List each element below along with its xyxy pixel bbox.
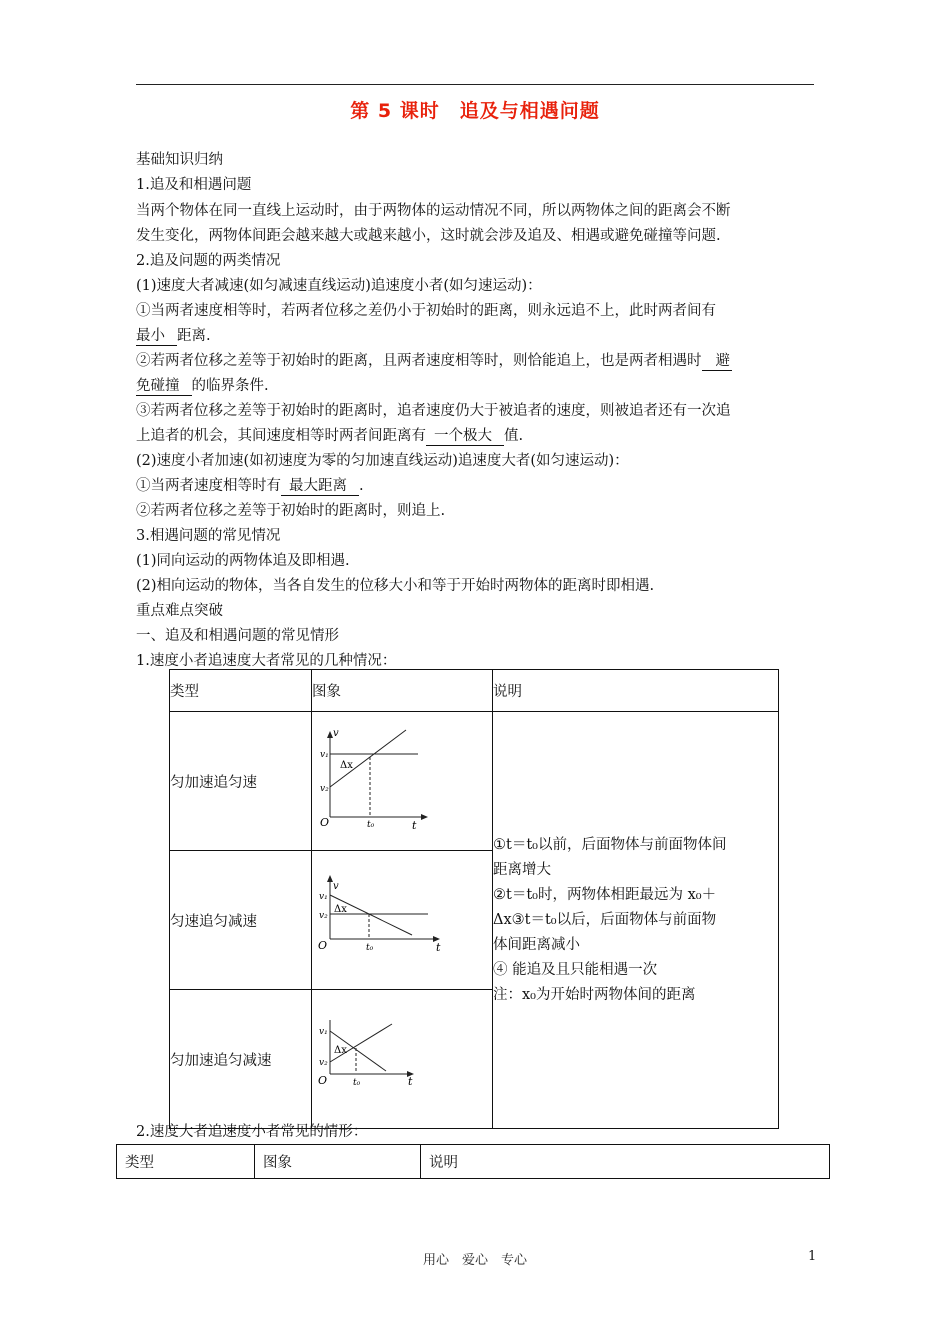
heading-basic: 基础知识归纳 — [136, 152, 223, 168]
section-1: 1.追及和相遇问题 — [136, 177, 252, 193]
line-text: 值. — [504, 428, 524, 444]
graph-cell — [312, 712, 493, 851]
t-axis-label: t — [436, 941, 441, 954]
t0-label: t₀ — [366, 943, 374, 953]
v1-label: v₁ — [319, 1027, 328, 1037]
heading-key: 重点难点突破 — [136, 603, 223, 619]
v2-label: v₂ — [319, 1058, 328, 1068]
cases-table — [169, 669, 779, 1129]
v2-label: v₂ — [320, 784, 329, 794]
meet-1: (1)同向运动的两物体追及即相遇. — [136, 553, 350, 569]
t-axis-label: t — [408, 1075, 413, 1088]
note-line: ④ 能追及且只能相遇一次 — [493, 961, 658, 978]
blank-answer: 免碰撞 — [136, 378, 192, 396]
key-1-2: 2.速度大者追速度小者常见的情形： — [136, 1124, 368, 1140]
blank-answer: 一个极大 — [426, 428, 504, 446]
note-line: ②t＝t₀时，两物体相距最远为 x₀＋ — [493, 886, 717, 903]
t-axis-arrow — [421, 814, 428, 820]
header-graph: 图象 — [255, 1145, 421, 1179]
note-line: 距离增大 — [493, 861, 551, 878]
v-axis-label: v — [333, 728, 339, 739]
vt-graph-accel-vs-uniform — [312, 712, 492, 846]
v1-label: v₁ — [320, 750, 329, 760]
accel-line — [330, 730, 406, 787]
note-line: 注：x₀为开始时两物体间的距离 — [493, 986, 696, 1003]
case-1-item-2b — [136, 376, 826, 396]
row-type-label: 匀加速追匀速 — [170, 712, 312, 851]
row-type-label: 匀加速追匀减速 — [170, 990, 312, 1129]
blank-answer: 避 — [702, 353, 733, 371]
top-rule — [136, 84, 814, 85]
header-type: 类型 — [117, 1145, 255, 1179]
v2-label: v₂ — [319, 911, 328, 921]
case-1-item-1b — [136, 326, 826, 346]
origin-label: O — [318, 939, 328, 952]
line-text: . — [359, 478, 364, 494]
paragraph-1a: 当两个物体在同一直线上运动时，由于两物体的运动情况不同，所以两物体之间的距离会不断 — [136, 203, 731, 219]
cases-table-2 — [116, 1144, 830, 1179]
section-3: 3.相遇问题的常见情况 — [136, 528, 281, 544]
case-2: (2)速度小者加速(如初速度为零的匀加速直线运动)追速度大者(如匀速运动)： — [136, 453, 629, 469]
origin-label: O — [318, 1074, 328, 1087]
note-cell — [493, 712, 779, 1129]
delta-x-label: Δx — [340, 760, 353, 771]
row-type-label: 匀速追匀减速 — [170, 851, 312, 990]
graph-cell — [312, 990, 493, 1129]
footer-text: 用心 爱心 专心 — [422, 1253, 527, 1268]
header-note: 说明 — [493, 670, 779, 712]
t0-label: t₀ — [353, 1078, 361, 1088]
note-line: Δx③t＝t₀以后，后面物体与前面物 — [493, 911, 717, 928]
table-row — [170, 712, 779, 851]
t-axis-label: t — [412, 819, 417, 832]
case-2-item-1 — [136, 476, 826, 496]
line-text: 的临界条件. — [191, 378, 269, 394]
v-axis-label: v — [333, 881, 339, 892]
header-type: 类型 — [170, 670, 312, 712]
line-text: 距离. — [177, 328, 211, 344]
line-text: 上追者的机会，其间速度相等时两者间距离有 — [136, 428, 426, 444]
page-title: 第 5 课时 追及与相遇问题 — [350, 100, 600, 122]
case-1-item-2a — [136, 351, 826, 371]
case-1-item-1a: ①当两者速度相等时，若两者位移之差仍小于初始时的距离，则永远追不上，此时两者间有 — [136, 303, 716, 319]
header-note: 说明 — [421, 1145, 830, 1179]
key-1: 一、追及和相遇问题的常见情形 — [136, 628, 339, 644]
graph-cell — [312, 851, 493, 990]
blank-answer: 最小 — [136, 328, 177, 346]
note-line: 体间距离减小 — [493, 936, 580, 953]
case-2-item-2: ②若两者位移之差等于初始时的距离时，则追上. — [136, 503, 446, 519]
vt-graph-accel-vs-decel — [312, 990, 492, 1124]
paragraph-1b: 发生变化，两物体间距会越来越大或越来越小，这时就会涉及追及、相遇或避免碰撞等问题. — [136, 228, 721, 244]
table-header-row — [170, 670, 779, 712]
vt-graph-uniform-vs-decel — [312, 851, 492, 985]
header-graph: 图象 — [312, 670, 493, 712]
line-text: ②若两者位移之差等于初始时的距离，且两者速度相等时，则恰能追上，也是两者相遇时 — [136, 353, 702, 369]
meet-2: (2)相向运动的物体，当各自发生的位移大小和等于开始时两物体的距离时即相遇. — [136, 578, 655, 594]
line-text: ①当两者速度相等时有 — [136, 478, 281, 494]
accel-line — [330, 1024, 392, 1062]
origin-label: O — [320, 816, 330, 829]
case-1-item-3b — [136, 426, 826, 446]
section-2: 2.追及问题的两类情况 — [136, 253, 281, 269]
blank-answer: 最大距离 — [281, 478, 359, 496]
decel-line — [330, 895, 412, 935]
table-header-row — [117, 1145, 830, 1179]
key-1-1: 1.速度小者追速度大者常见的几种情况： — [136, 653, 397, 669]
delta-x-label: Δx — [334, 1045, 347, 1056]
case-1-item-3a: ③若两者位移之差等于初始时的距离时，追者速度仍大于被追者的速度，则被追者还有一次追 — [136, 403, 731, 419]
case-1: (1)速度大者减速(如匀减速直线运动)追速度小者(如匀速运动)： — [136, 278, 542, 294]
v1-label: v₁ — [319, 892, 328, 902]
page-number: 1 — [808, 1249, 817, 1264]
t0-label: t₀ — [367, 820, 375, 830]
delta-x-label: Δx — [334, 904, 347, 915]
note-line: ①t＝t₀以前，后面物体与前面物体间 — [493, 836, 727, 853]
